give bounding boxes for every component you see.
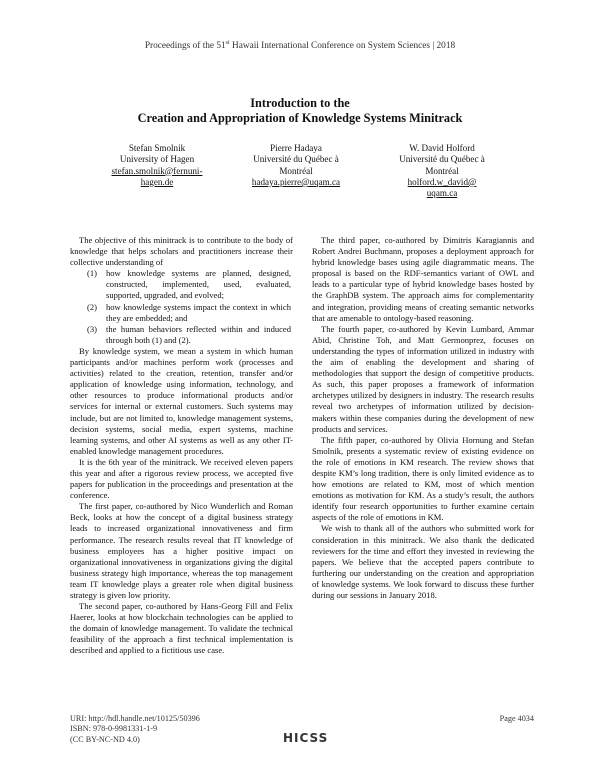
author-name: Pierre Hadaya — [270, 143, 322, 153]
footer-uri[interactable]: URI: http://hdl.handle.net/10125/50396 — [70, 714, 200, 723]
author-email[interactable]: stefan.smolnik@fernuni- hagen.de — [111, 165, 203, 187]
footer-isbn: ISBN: 978-0-9981331-1-9 — [70, 724, 158, 734]
author-email[interactable]: hadaya.pierre@uqam.ca — [251, 176, 341, 187]
paragraph-fourth-paper: The fourth paper, co-authored by Kevin Lumbard, Ammar Abid, Christine Toh, and Matt Germonprez, focuses on understanding the types of information utilized in industry with the aim of enabling the development and sharing of methodologies that support the design of competitive products. As such, this paper proposes a framework of information archetypes utilized by designers in industry. The research results reveal two archetypes of information utilized by decision-makers within these companies during the development of new products and services. — [312, 323, 534, 434]
author-name: Stefan Smolnik — [128, 143, 186, 153]
hicss-logo: HICSS — [283, 731, 329, 745]
author-block-3 — [367, 143, 517, 199]
footer-info — [70, 714, 200, 745]
list-item: (3) the human behaviors reflected within and induced through both (1) and (2). — [87, 323, 291, 345]
paragraph-first-paper: The first paper, co-authored by Nico Wunderlich and Roman Beck, looks at how the concept of a digital business strategy leads to increased organizational innovativeness and firm performance. The research results reveal that IT knowledge of business employees has a higher positive impact on organizational innovativeness in organizations giving the digital business strategy high importance, whereas the top management team IT knowledge plays a greater role when digital business strategy is given low priority. — [70, 501, 293, 600]
objective-list — [70, 268, 293, 346]
left-column — [70, 235, 293, 657]
paragraph-review: It is the 6th year of the minitrack. We received eleven papers this year and after a rigorous review process, we accepted five papers for publication in the proceedings and presentation at the conference. — [70, 456, 293, 501]
author-block-2 — [221, 143, 371, 188]
paper-title — [0, 96, 600, 126]
author-affiliation-city: Montréal — [279, 165, 313, 176]
paragraph-second-paper: The second paper, co-authored by Hans-Georg Fill and Felix Haerer, looks at how blockchain technologies can be applied to the domain of knowledge management. To validate the technical feasibility of the approach a first technical implementation is described and applied to a fictitious use case. — [70, 601, 293, 656]
running-head: Proceedings of the 51st Hawaii International Conference on System Sciences | 2018 — [144, 40, 456, 52]
author-affiliation: Université du Québec à — [399, 154, 485, 165]
right-column — [312, 235, 534, 601]
page-number: Page 4034 — [499, 714, 534, 723]
list-item: (1) how knowledge systems are planned, designed, constructed, implemented, used, evaluated, supported, upgraded, and evolved; — [87, 268, 291, 301]
footer-license: (CC BY-NC-ND 4.0) — [70, 734, 140, 744]
paragraph-definition: By knowledge system, we mean a system in which human participants and/or machines perform work (processes and activities) related to the creation, retention, transfer and/or application of knowledge using information, technology, and other resources to produce informational products and/or services for internal or external customers. Such systems may include, but are not limited to, knowledge management systems, decision systems, social media, expert systems, machine learning systems, and other AI systems as well as any other IT-enabled knowledge management procedures. — [70, 345, 293, 456]
author-block-1 — [82, 143, 232, 188]
paragraph-third-paper: The third paper, co-authored by Dimitris Karagiannis and Robert Andrei Buchmann, proposes a deployment approach for hybrid knowledge bases using agile diagrammatic means. The proposal is based on the RDF-semantics variant of OWL and leads to a particular type of hybrid knowledge bases hosted by the GraphDB system. The approach aims for complementarity and integration, providing means of creating semantic networks that are amenable to ontology-based reasoning. — [312, 235, 534, 323]
author-name: W. David Holford — [409, 143, 475, 153]
author-affiliation: Université du Québec à — [253, 154, 339, 165]
author-affiliation-city: Montréal — [425, 165, 459, 176]
author-affiliation: University of Hagen — [119, 154, 195, 165]
title-line-1: Introduction to the — [250, 96, 350, 110]
paragraph-objective: The objective of this minitrack is to contribute to the body of knowledge that helps scholars and practitioners increase their collective understanding of — [70, 235, 293, 268]
paragraph-fifth-paper: The fifth paper, co-authored by Olivia Hornung and Stefan Smolnik, presents a systematic review of existing evidence on the role of emotions in KM research. The review shows that despite KM’s long tradition, there is only limited evidence as to how emotions are related to KM, most of which mention emotions as motivation for KM. As a study’s result, the authors identify four research opportunities to further examine certain aspects of the role of emotions in KM. — [312, 434, 534, 523]
author-email[interactable]: holford.w_david@ uqam.ca — [407, 176, 477, 199]
list-item: (2) how knowledge systems impact the context in which they are embedded; and — [87, 301, 291, 323]
title-line-2: Creation and Appropriation of Knowledge Systems Minitrack — [137, 111, 463, 125]
paragraph-thanks: We wish to thank all of the authors who submitted work for consideration in this minitrack. We also thank the dedicated reviewers for the time and effort they invested in reviewing the papers. We believe that the accepted papers contribute to furthering our understanding on the creation and appropriation of knowledge systems. We look forward to discuss these further during our sessions in January 2018. — [312, 523, 534, 600]
